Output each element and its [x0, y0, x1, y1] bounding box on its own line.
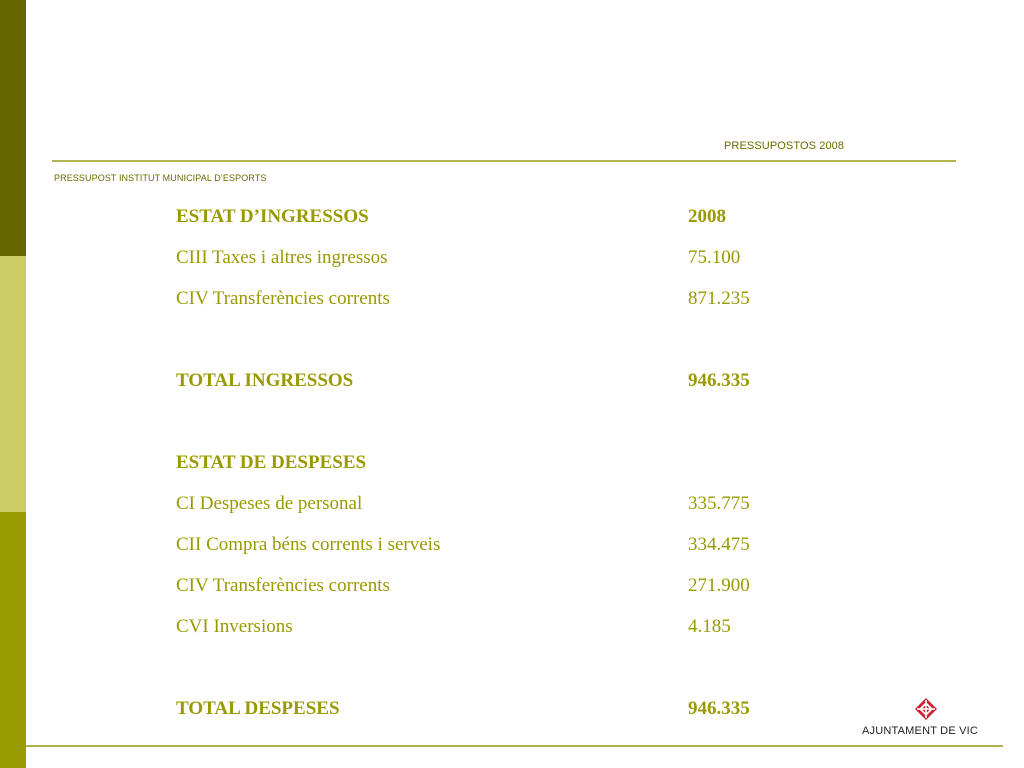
- table-row: [176, 450, 816, 491]
- row-label: CIV Transferències corrents: [176, 288, 390, 309]
- header-divider: [52, 160, 956, 162]
- budget-table: [176, 204, 816, 737]
- table-row-spacer: [176, 409, 816, 450]
- row-value: 946.335: [688, 698, 750, 719]
- footer-divider: [26, 745, 1003, 747]
- ajuntament-vic-emblem-icon: [914, 697, 938, 721]
- row-value: 334.475: [688, 534, 750, 555]
- page-subtitle: PRESSUPOST INSTITUT MUNICIPAL D’ESPORTS: [54, 173, 267, 183]
- table-row: [176, 368, 816, 409]
- row-value: 871.235: [688, 288, 750, 309]
- sidebar-color-band: [0, 0, 26, 768]
- table-row: [176, 245, 816, 286]
- row-value: 271.900: [688, 575, 750, 596]
- table-row-spacer: [176, 327, 816, 368]
- table-row: [176, 696, 816, 737]
- sidebar-band-light: [0, 256, 26, 512]
- row-value: 335.775: [688, 493, 750, 514]
- row-value: 946.335: [688, 370, 750, 391]
- row-value: 2008: [688, 206, 726, 227]
- row-label: ESTAT DE DESPESES: [176, 452, 367, 473]
- table-row: [176, 573, 816, 614]
- page-title: PRESSUPOSTOS 2008: [724, 140, 845, 152]
- row-label: ESTAT D’INGRESSOS: [176, 206, 369, 227]
- row-label: CVI Inversions: [176, 616, 293, 637]
- row-label: CI Despeses de personal: [176, 493, 363, 514]
- row-label: TOTAL DESPESES: [176, 698, 340, 719]
- row-label: CII Compra béns corrents i serveis: [176, 534, 441, 555]
- table-row: [176, 286, 816, 327]
- table-row: [176, 204, 816, 245]
- sidebar-band-mid: [0, 512, 26, 768]
- row-label: CIII Taxes i altres ingressos: [176, 247, 388, 268]
- table-row: [176, 614, 816, 655]
- table-row: [176, 532, 816, 573]
- sidebar-band-dark: [0, 0, 26, 256]
- row-label: TOTAL INGRESSOS: [176, 370, 354, 391]
- row-value: 4.185: [688, 616, 731, 637]
- table-row-spacer: [176, 655, 816, 696]
- row-label: CIV Transferències corrents: [176, 575, 390, 596]
- row-value: 75.100: [688, 247, 741, 268]
- ajuntament-logo: [862, 697, 992, 743]
- table-row: [176, 491, 816, 532]
- logo-label: AJUNTAMENT DE VIC: [862, 725, 979, 737]
